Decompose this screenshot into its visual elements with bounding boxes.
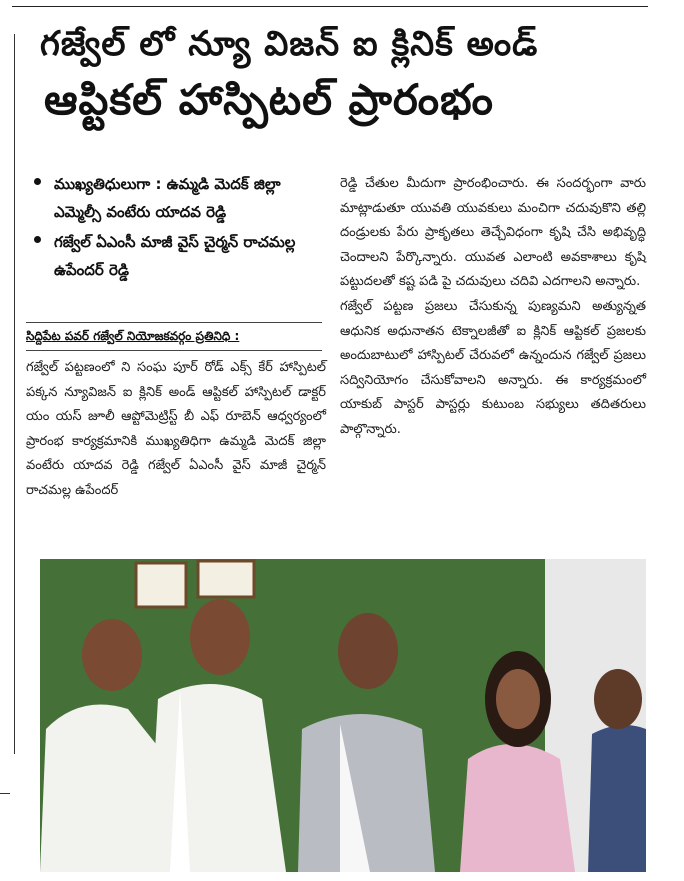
bullet-icon — [34, 236, 41, 243]
event-photo — [40, 559, 646, 872]
headline-line-2: ఆప్టికల్ హాస్పిటల్ ప్రారంభం — [44, 75, 494, 125]
highlight-item — [26, 228, 322, 284]
margin-tick — [0, 793, 10, 794]
article-body-right — [340, 172, 646, 443]
byline-rule-bottom — [26, 350, 322, 351]
highlight-text: ముఖ్యతిధులుగా : ఉమ్మడి మెదక్ జిల్లా ఎమ్మెల్సీ వంటేరు యాదవ రెడ్డి — [54, 175, 281, 221]
byline-rule-top — [26, 322, 322, 323]
article-paragraph: గజ్వేల్ పట్టణ ప్రజలు చేసుకున్న పుణ్యమని అత్యున్నత ఆధునిక అధునాతన టెక్నాలజీతో ఐ క్లినిక్ ఆప్టికల్ ప్రజలకు అందుబాటులో హాస్పిటల్ చేరువలో ఉన్నందున గజ్వేల్ ప్రజలు సద్వినియోగం చేసుకోవాలని అన్నారు. ఈ కార్యక్రమంలో యాకుబ్ పాస్టర్ పాస్టర్లు కుటుంబ సభ్యులు తదితరులు పాల్గొన్నారు. — [340, 298, 646, 437]
top-rule — [12, 6, 648, 7]
highlights-list — [26, 170, 322, 286]
article-body-left — [26, 356, 326, 504]
highlight-text: గజ్వేల్ ఏఎంసీ మాజీ వైస్ చైర్మన్ రాచమల్ల ఉపేందర్ రెడ్డి — [54, 233, 296, 279]
headline-line-1: గజ్వేల్ లో న్యూ విజన్ ఐ క్లినిక్ అండ్ — [40, 24, 539, 64]
article-paragraph: రెడ్డి చేతుల మీదుగా ప్రారంభించారు. ఈ సందర్భంగా వారు మాట్లాడుతూ యువతి యువకులు మంచిగా చదువుకొని తల్లి దండ్రులకు పేరు ప్రాకృతలు తెచ్చేవిధంగా కృషి చేసి అభివృద్ధి చెందాలని పేర్కొన్నారు. యువత ఎలాంటి అవకాశాలు కృషి పట్టుదలతో కష్ట పడి పై చదువులు చదివి ఎదగాలని అన్నారు. — [340, 176, 646, 290]
headline — [26, 26, 644, 124]
left-column-rule — [14, 34, 15, 754]
highlight-item — [26, 170, 322, 226]
bullet-icon — [34, 178, 41, 185]
event-photo-illustration — [40, 559, 646, 872]
byline: సిద్దిపేట పవర్ గజ్వేల్ నియోజకవర్గం ప్రతినిధి : — [26, 329, 240, 343]
article-paragraph: గజ్వేల్ పట్టణంలో ని సంఘ పూర్ రోడ్ ఎక్స్ కేర్ హాస్పిటల్ పక్కన న్యూవిజన్ ఐ క్లినిక్ అండ్ ఆప్టికల్ హాస్పిటల్ డాక్టర్ యం యస్ జూలీ ఆప్టోమెట్రిస్ట్ బీ ఎఫ్ రూబెన్ ఆధ్వర్యంలో ప్రారంభ కార్యక్రమానికి ముఖ్యతిధిగా ఉమ్మడి మెదక్ జిల్లా వంటేరు యాదవ రెడ్డి గజ్వేల్ ఏఎంసీ వైస్ మాజీ చైర్మన్ రాచమల్ల ఉపేందర్ — [26, 360, 326, 498]
